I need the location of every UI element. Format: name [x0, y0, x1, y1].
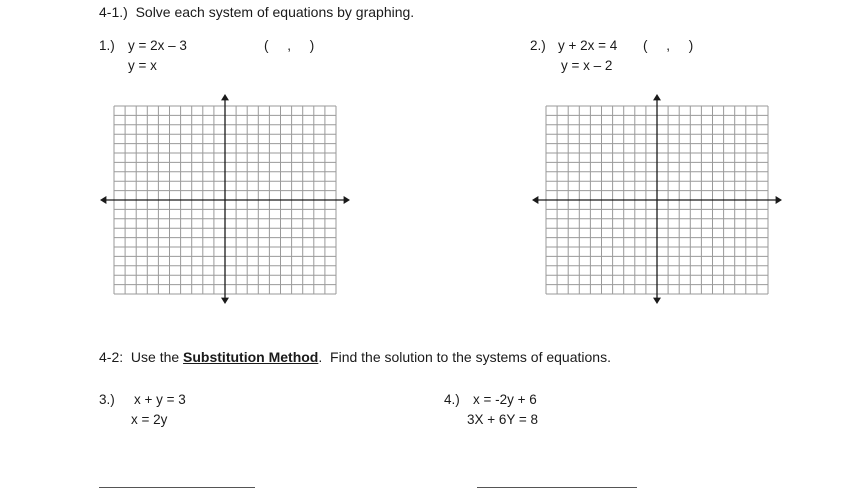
section-1-title: 4-1.) Solve each system of equations by graphing.	[99, 4, 415, 20]
grid-1-x-axis-left-arrow	[100, 196, 106, 204]
problem-2-answer-blank: ( , )	[643, 38, 694, 53]
grid-2-y-axis-down-arrow	[653, 298, 661, 304]
grid-1-y-axis-up-arrow	[221, 94, 229, 100]
section-2-prefix: 4-2: Use the	[99, 349, 184, 365]
problem-1-equation-1: y = 2x – 3	[128, 38, 187, 53]
substitution-method-label: Substitution Method	[183, 349, 319, 365]
grid-2-x-axis-left-arrow	[532, 196, 538, 204]
problem-3-number: 3.)	[99, 392, 115, 407]
problem-2-equation-2: y = x – 2	[561, 58, 613, 73]
problem-2-number: 2.)	[530, 38, 546, 53]
problem-2-equation-1: y + 2x = 4	[558, 38, 618, 53]
problem-3-answer-line	[99, 487, 255, 488]
problem-3-equation-2: x = 2y	[131, 412, 168, 427]
problem-4-answer-line	[477, 487, 637, 488]
grid-2-y-axis-up-arrow	[653, 94, 661, 100]
problem-1-number: 1.)	[99, 38, 115, 53]
section-2-title	[99, 349, 611, 365]
problem-3-equation-1: x + y = 3	[134, 392, 186, 407]
problem-1-answer-blank: ( , )	[264, 38, 315, 53]
problem-4-number: 4.)	[444, 392, 460, 407]
grid-1-y-axis-down-arrow	[221, 298, 229, 304]
grid-2-x-axis-right-arrow	[776, 196, 782, 204]
problem-4-equation-1: x = -2y + 6	[473, 392, 537, 407]
problem-4-equation-2: 3X + 6Y = 8	[467, 412, 539, 427]
problem-1-equation-2: y = x	[128, 58, 157, 73]
grid-1-x-axis-right-arrow	[344, 196, 350, 204]
section-2-suffix: . Find the solution to the systems of equations.	[318, 349, 611, 365]
